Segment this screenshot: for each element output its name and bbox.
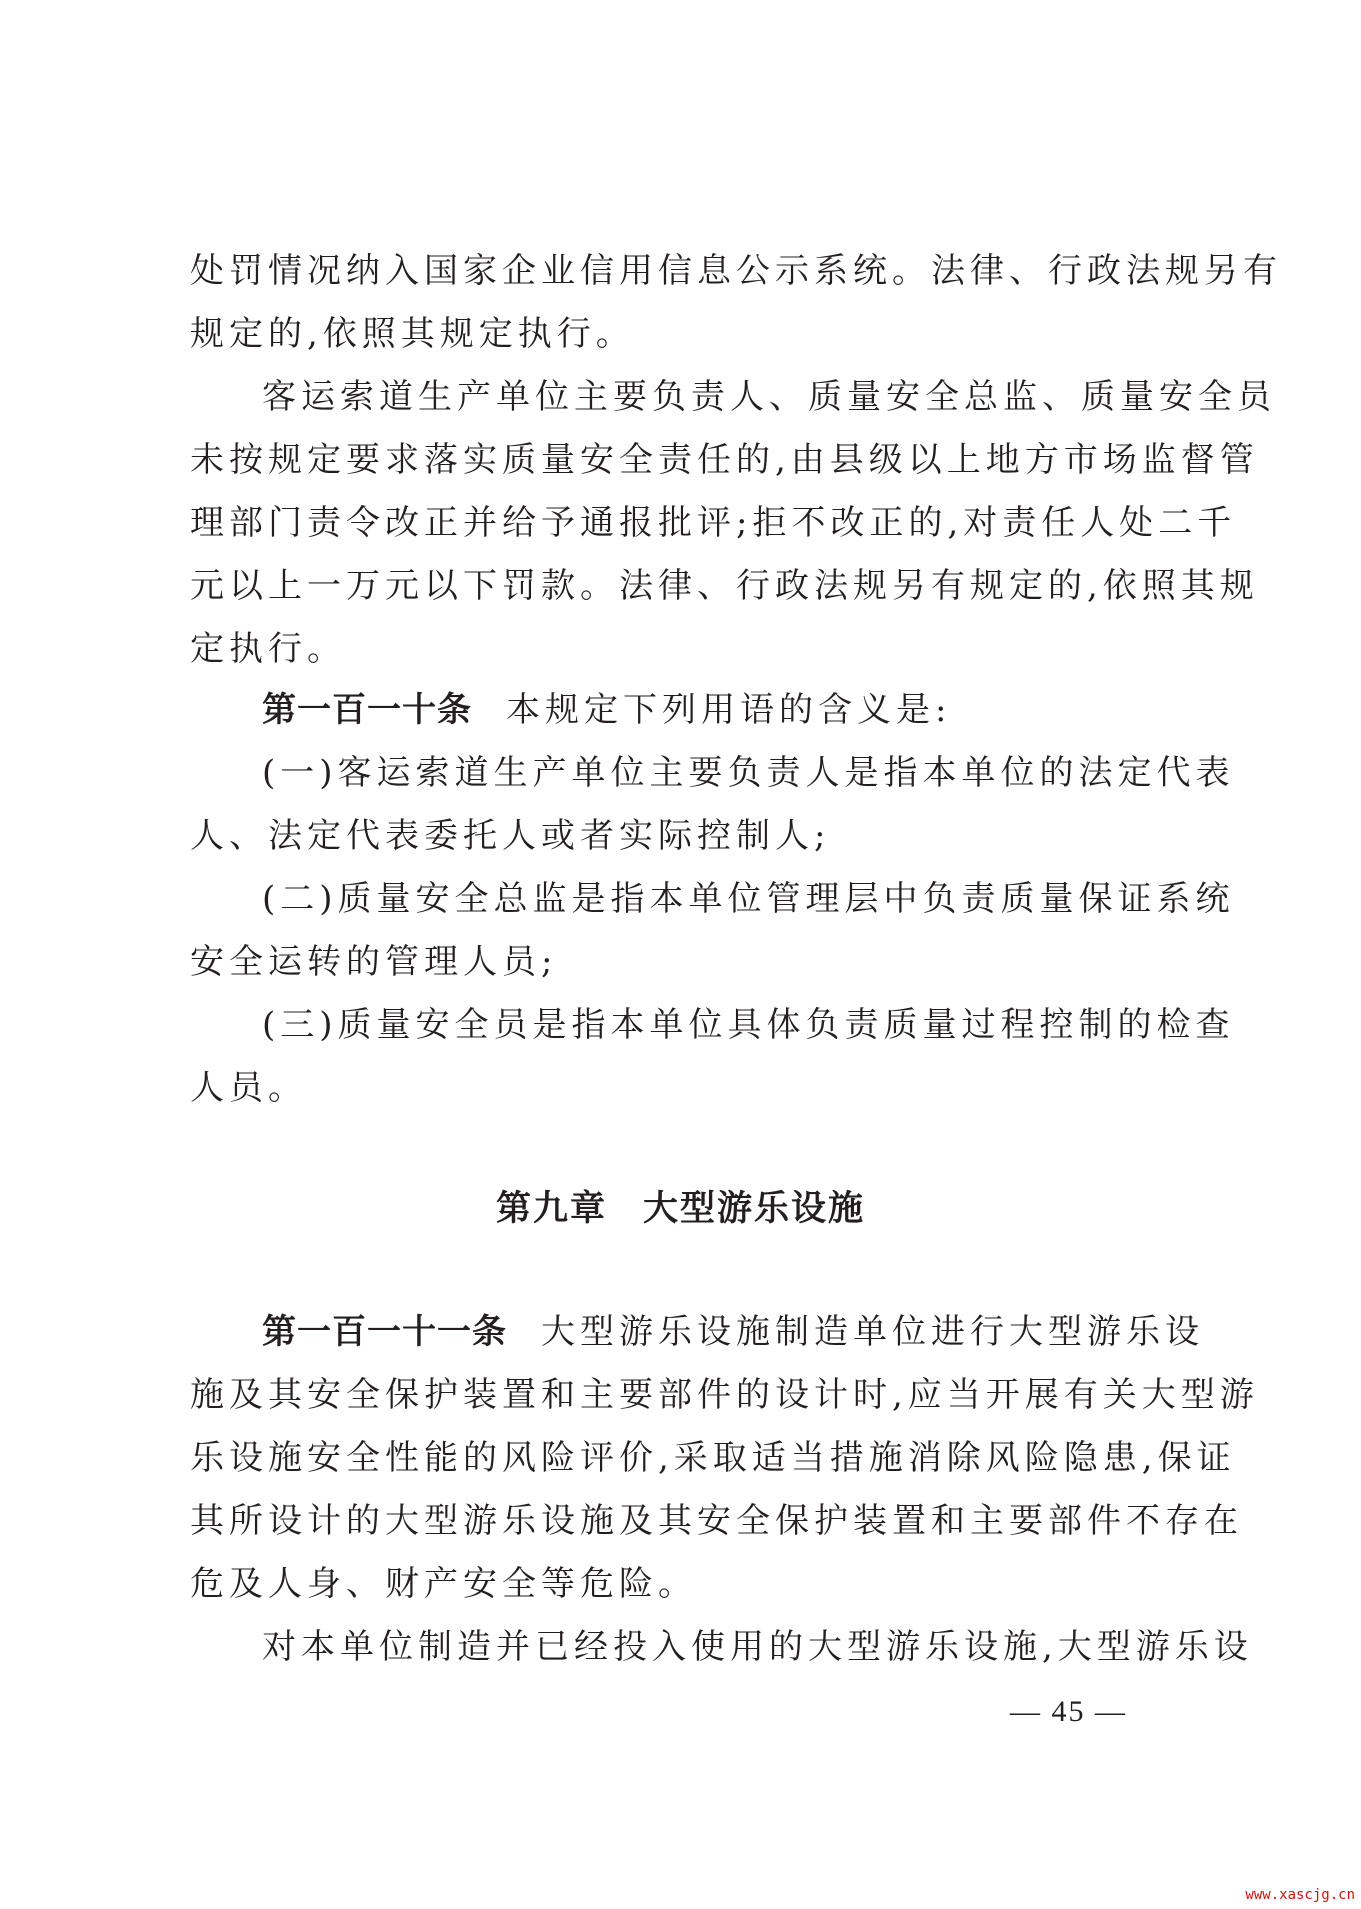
paragraph-line: 危及人身、财产安全等危险。 — [190, 1564, 697, 1604]
paragraph-line: 定执行。 — [190, 629, 346, 669]
list-item-line: 安全运转的管理人员; — [190, 942, 558, 982]
article-title: 第一百一十条 — [262, 690, 472, 730]
chapter-title: 大型游乐设施 — [643, 1189, 866, 1229]
article-111 — [262, 1312, 1204, 1352]
chapter-number: 第九章 — [495, 1189, 607, 1229]
paragraph-line: 理部门责令改正并给予通报批评;拒不改正的,对责任人处二千 — [190, 503, 1237, 543]
article-title: 第一百一十一条 — [262, 1312, 507, 1352]
paragraph-line: 客运索道生产单位主要负责人、质量安全总监、质量安全员 — [262, 377, 1276, 417]
list-item-line: (三)质量安全员是指本单位具体负责质量过程控制的检查 — [262, 1005, 1235, 1045]
paragraph-line: 施及其安全保护装置和主要部件的设计时,应当开展有关大型游 — [190, 1375, 1259, 1415]
chapter-heading — [0, 1187, 1361, 1231]
article-110 — [262, 690, 1170, 730]
paragraph-line: 乐设施安全性能的风险评价,采取适当措施消除风险隐患,保证 — [190, 1438, 1236, 1478]
watermark-text: www.xascjg.cn — [1245, 1887, 1355, 1903]
paragraph-line: 元以上一万元以下罚款。法律、行政法规另有规定的,依照其规 — [190, 566, 1259, 606]
list-item-line: 人、法定代表委托人或者实际控制人; — [190, 816, 831, 856]
paragraph-line: 对本单位制造并已经投入使用的大型游乐设施,大型游乐设 — [262, 1627, 1253, 1667]
paragraph-line: 规定的,依照其规定执行。 — [190, 314, 635, 354]
list-item-line: 人员。 — [190, 1068, 307, 1108]
list-item-line: (一)客运索道生产单位主要负责人是指本单位的法定代表 — [262, 753, 1235, 793]
paragraph-line: 处罚情况纳入国家企业信用信息公示系统。法律、行政法规另有 — [190, 251, 1282, 291]
article-text: 大型游乐设施制造单位进行大型游乐设 — [541, 1312, 1204, 1352]
article-text: 本规定下列用语的含义是: — [506, 690, 952, 730]
paragraph-line: 其所设计的大型游乐设施及其安全保护装置和主要部件不存在 — [190, 1501, 1243, 1541]
page-number: — 45 — — [1010, 1695, 1127, 1728]
paragraph-line: 未按规定要求落实质量安全责任的,由县级以上地方市场监督管 — [190, 440, 1259, 480]
list-item-line: (二)质量安全总监是指本单位管理层中负责质量保证系统 — [262, 879, 1235, 919]
